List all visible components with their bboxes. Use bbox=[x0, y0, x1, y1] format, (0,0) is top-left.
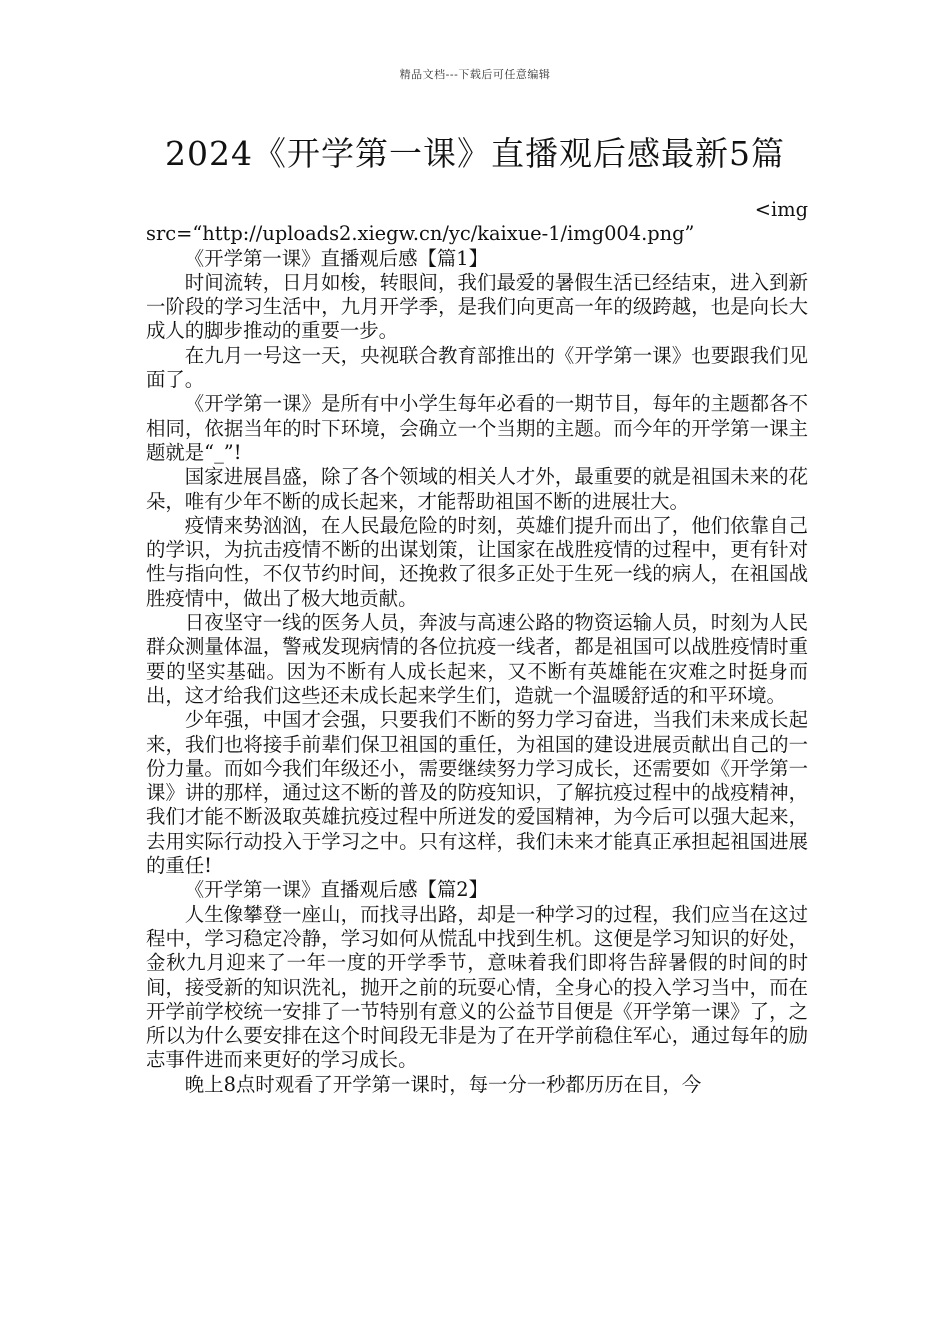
paragraph: 人生像攀登一座山，而找寻出路，却是一种学习的过程，我们应当在这过程中，学习稳定冷静，学习如何从慌乱中找到生机。这便是学习知识的好处，金秋九月迎来了一年一度的开学季节，意味着我们即将告辞暑假的时间的时间，接受新的知识洗礼，抛开之前的玩耍心情，全身心的投入学习当中，而在开学前学校统一安排了一节特别有意义的公益节目便是《开学第一课》了，之所以为什么要安排在这个时间段无非是为了在开学前稳住军心，通过每年的励志事件进而来更好的学习成长。 bbox=[146, 902, 808, 1072]
paragraph: 在九月一号这一天，央视联合教育部推出的《开学第一课》也要跟我们见面了。 bbox=[146, 343, 808, 392]
paragraph: 晚上8点时观看了开学第一课时，每一分一秒都历历在目，今 bbox=[184, 1072, 702, 1096]
image-reference-tag: <img bbox=[754, 198, 808, 221]
paragraph: 日夜坚守一线的医务人员，奔波与高速公路的物资运输人员，时刻为人民群众测量体温，警戒发现病情的各位抗疫一线者，都是祖国可以战胜疫情时重要的坚实基础。因为不断有人成长起来，又不断有英雄能在灾难之时挺身而出，这才给我们这些还未成长起来学生们，造就一个温暖舒适的和平环境。 bbox=[146, 611, 808, 707]
image-reference-src: src=“http://uploads2.xiegw.cn/yc/kaixue-1/img004.png” bbox=[146, 222, 695, 246]
paragraph: 国家进展昌盛，除了各个领域的相关人才外，最重要的就是祖国未来的花朵，唯有少年不断的成长起来，才能帮助祖国不断的进展壮大。 bbox=[146, 465, 808, 513]
header-note: 精品文档---下载后可任意编辑 bbox=[399, 68, 551, 81]
document-body bbox=[146, 198, 808, 1097]
paragraph: 疫情来势汹汹，在人民最危险的时刻，英雄们提升而出了，他们依靠自己的学识，为抗击疫情不断的出谋划策，让国家在战胜疫情的过程中，更有针对性与指向性，不仅节约时间，还挽救了很多正处于生死一线的病人，在祖国战胜疫情中，做出了极大地贡献。 bbox=[146, 513, 808, 610]
paragraph: 《开学第一课》是所有中小学生每年必看的一期节目，每年的主题都各不相同，依据当年的时下环境，会确立一个当期的主题。而今年的开学第一课主题就是“_”! bbox=[146, 392, 808, 464]
section-heading-2: 《开学第一课》直播观后感【篇2】 bbox=[184, 878, 488, 902]
paragraph: 时间流转，日月如梭，转眼间，我们最爱的暑假生活已经结束，进入到新一阶段的学习生活中，九月开学季，是我们向更高一年的级跨越，也是向长大成人的脚步推动的重要一步。 bbox=[146, 270, 808, 343]
paragraph: 少年强，中国才会强，只要我们不断的努力学习奋进，当我们未来成长起来，我们也将接手前辈们保卫祖国的重任，为祖国的建设进展贡献出自己的一份力量。而如今我们年级还小，需要继续努力学习成长，还需要如《开学第一课》讲的那样，通过这不断的普及的防疫知识，了解抗疫过程中的战疫精神，我们才能不断汲取英雄抗疫过程中所迸发的爱国精神，为今后可以强大起来，去用实际行动投入于学习之中。只有这样，我们未来才能真正承担起祖国进展的重任! bbox=[146, 708, 808, 878]
document-title: 2024《开学第一课》直播观后感最新5篇 bbox=[165, 134, 785, 173]
section-heading-1: 《开学第一课》直播观后感【篇1】 bbox=[184, 246, 488, 270]
